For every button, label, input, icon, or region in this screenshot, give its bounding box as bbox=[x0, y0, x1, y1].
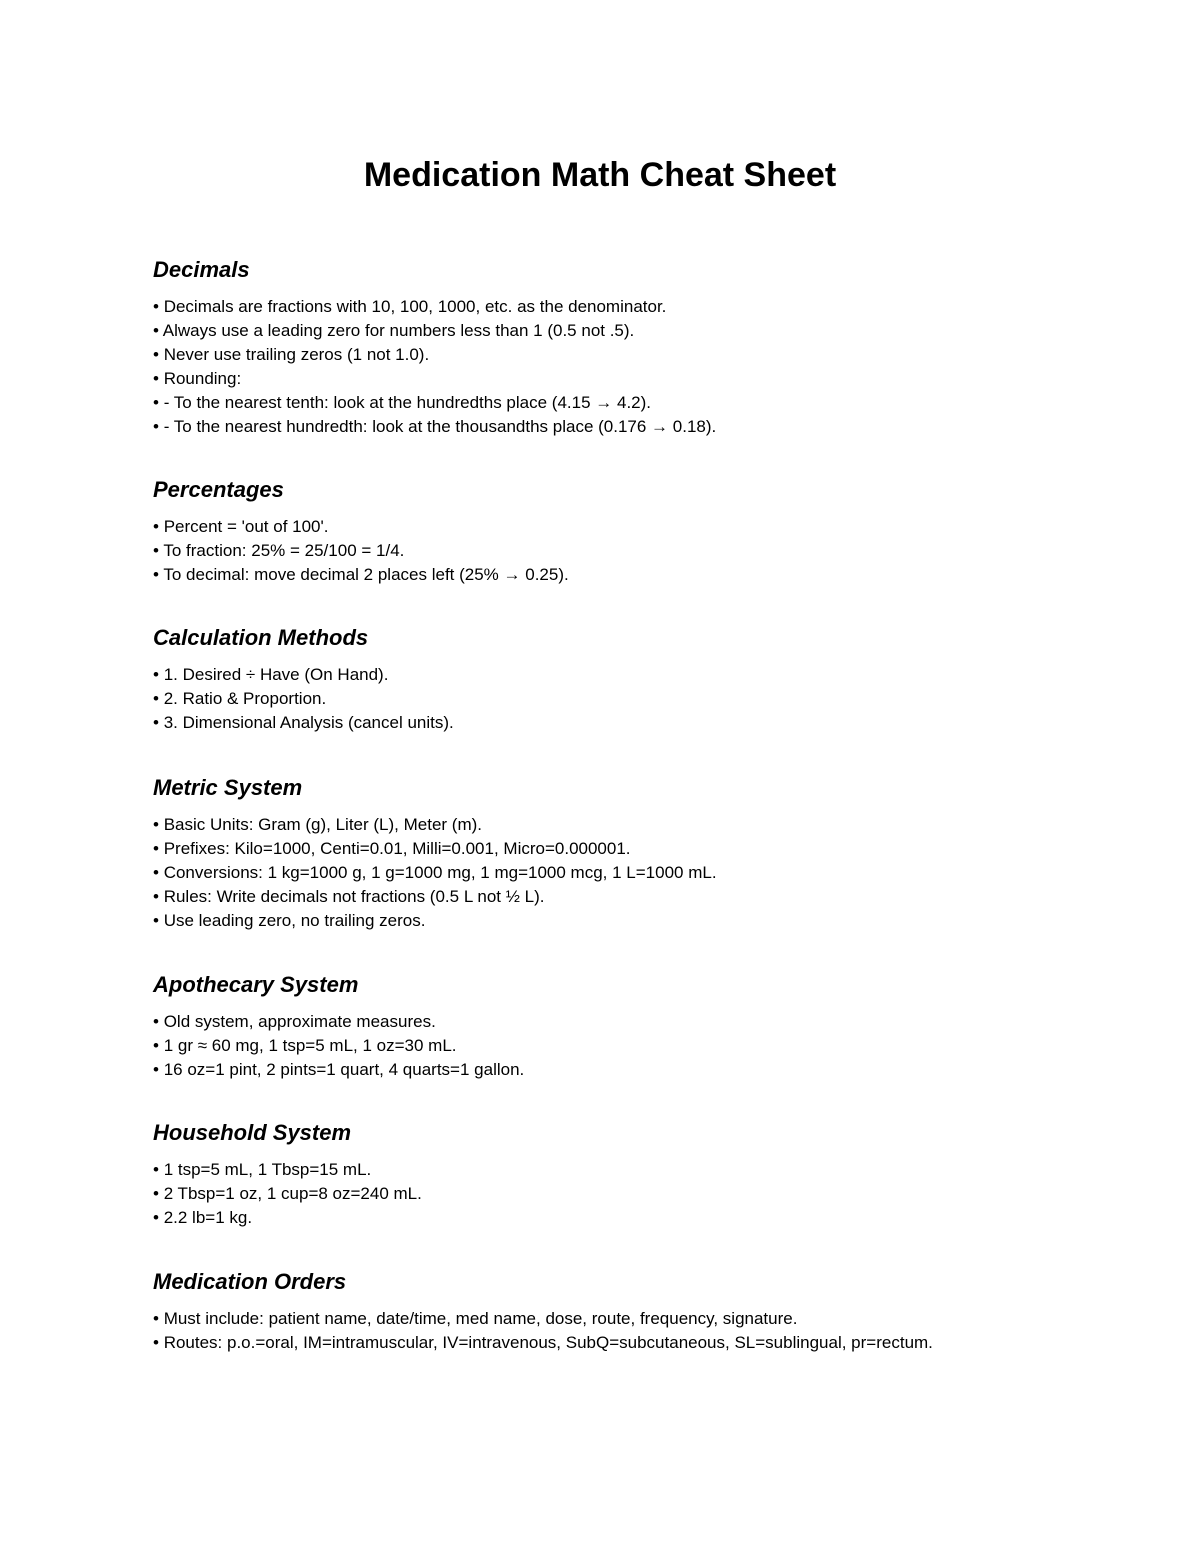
bullet-glyph: • bbox=[153, 1160, 159, 1179]
list-item: • 1 gr ≈ 60 mg, 1 tsp=5 mL, 1 oz=30 mL. bbox=[153, 1036, 457, 1055]
list-item: • Rules: Write decimals not fractions (0.5 L not ½ L). bbox=[153, 887, 545, 906]
bullet-glyph: • bbox=[153, 565, 159, 584]
bullet-glyph: • bbox=[153, 369, 159, 388]
bullet-glyph: • bbox=[153, 1208, 159, 1227]
bullet-glyph: • bbox=[153, 297, 159, 316]
bullet-glyph: • bbox=[153, 911, 159, 930]
list-item: • Use leading zero, no trailing zeros. bbox=[153, 911, 426, 930]
list-item: • - To the nearest tenth: look at the hundredths place (4.15 → 4.2). bbox=[153, 393, 652, 412]
list-item: • 2. Ratio & Proportion. bbox=[153, 689, 327, 708]
section-percentages bbox=[153, 475, 1013, 587]
bullet-glyph: • bbox=[153, 1060, 159, 1079]
list-item: • To fraction: 25% = 25/100 = 1/4. bbox=[153, 541, 405, 560]
list-item: • 2 Tbsp=1 oz, 1 cup=8 oz=240 mL. bbox=[153, 1184, 422, 1203]
section-metric-system bbox=[153, 773, 1013, 933]
bullet-glyph: • bbox=[153, 345, 159, 364]
list-item: • 1 tsp=5 mL, 1 Tbsp=15 mL. bbox=[153, 1160, 372, 1179]
section-heading: Medication Orders bbox=[153, 1269, 347, 1294]
list-item: • 1. Desired ÷ Have (On Hand). bbox=[153, 665, 389, 684]
bullet-glyph: • bbox=[153, 887, 159, 906]
bullet-glyph: • bbox=[153, 541, 159, 560]
bullet-glyph: • bbox=[153, 517, 159, 536]
bullet-list bbox=[153, 515, 1013, 587]
bullet-glyph: • bbox=[153, 1333, 159, 1352]
list-item: • Decimals are fractions with 10, 100, 1000, etc. as the denominator. bbox=[153, 297, 667, 316]
bullet-glyph: • bbox=[153, 321, 159, 340]
bullet-glyph: • bbox=[153, 665, 159, 684]
bullet-glyph: • bbox=[153, 1184, 159, 1203]
section-heading: Metric System bbox=[153, 775, 303, 800]
section-apothecary-system bbox=[153, 970, 1013, 1082]
bullet-list bbox=[153, 1010, 1013, 1082]
list-item: • Basic Units: Gram (g), Liter (L), Meter (m). bbox=[153, 815, 483, 834]
section-decimals bbox=[153, 255, 1013, 439]
bullet-glyph: • bbox=[153, 863, 159, 882]
page-title: Medication Math Cheat Sheet bbox=[363, 156, 837, 194]
list-item: • - To the nearest hundredth: look at the thousandths place (0.176 → 0.18). bbox=[153, 417, 717, 436]
list-item: • Never use trailing zeros (1 not 1.0). bbox=[153, 345, 430, 364]
section-heading: Decimals bbox=[153, 257, 250, 282]
list-item: • Always use a leading zero for numbers less than 1 (0.5 not .5). bbox=[153, 321, 635, 340]
list-item: • Rounding: bbox=[153, 369, 242, 388]
bullet-glyph: • bbox=[153, 393, 159, 412]
bullet-glyph: • bbox=[153, 1012, 159, 1031]
bullet-glyph: • bbox=[153, 713, 159, 732]
bullet-glyph: • bbox=[153, 1309, 159, 1328]
bullet-glyph: • bbox=[153, 839, 159, 858]
section-heading: Calculation Methods bbox=[153, 625, 369, 650]
bullet-list bbox=[153, 663, 1013, 735]
list-item: • To decimal: move decimal 2 places left (25% → 0.25). bbox=[153, 565, 569, 584]
section-household-system bbox=[153, 1118, 1013, 1230]
bullet-list bbox=[153, 295, 1013, 439]
bullet-list bbox=[153, 1307, 1013, 1355]
bullet-list bbox=[153, 1158, 1013, 1230]
list-item: • Percent = 'out of 100'. bbox=[153, 517, 329, 536]
section-heading: Household System bbox=[153, 1120, 352, 1145]
section-heading: Percentages bbox=[153, 477, 284, 502]
section-heading: Apothecary System bbox=[153, 972, 359, 997]
bullet-list bbox=[153, 813, 1013, 933]
bullet-glyph: • bbox=[153, 815, 159, 834]
list-item: • Conversions: 1 kg=1000 g, 1 g=1000 mg, 1 mg=1000 mcg, 1 L=1000 mL. bbox=[153, 863, 717, 882]
section-medication-orders bbox=[153, 1267, 1013, 1355]
bullet-glyph: • bbox=[153, 417, 159, 436]
list-item: • 3. Dimensional Analysis (cancel units). bbox=[153, 713, 454, 732]
section-calculation-methods bbox=[153, 623, 1013, 735]
list-item: • Must include: patient name, date/time, med name, dose, route, frequency, signature. bbox=[153, 1309, 798, 1328]
list-item: • 2.2 lb=1 kg. bbox=[153, 1208, 253, 1227]
list-item: • Routes: p.o.=oral, IM=intramuscular, IV=intravenous, SubQ=subcutaneous, SL=sublingual, pr=rectum. bbox=[153, 1333, 933, 1352]
bullet-glyph: • bbox=[153, 1036, 159, 1055]
list-item: • Prefixes: Kilo=1000, Centi=0.01, Milli=0.001, Micro=0.000001. bbox=[153, 839, 631, 858]
list-item: • Old system, approximate measures. bbox=[153, 1012, 436, 1031]
list-item: • 16 oz=1 pint, 2 pints=1 quart, 4 quarts=1 gallon. bbox=[153, 1060, 525, 1079]
bullet-glyph: • bbox=[153, 689, 159, 708]
